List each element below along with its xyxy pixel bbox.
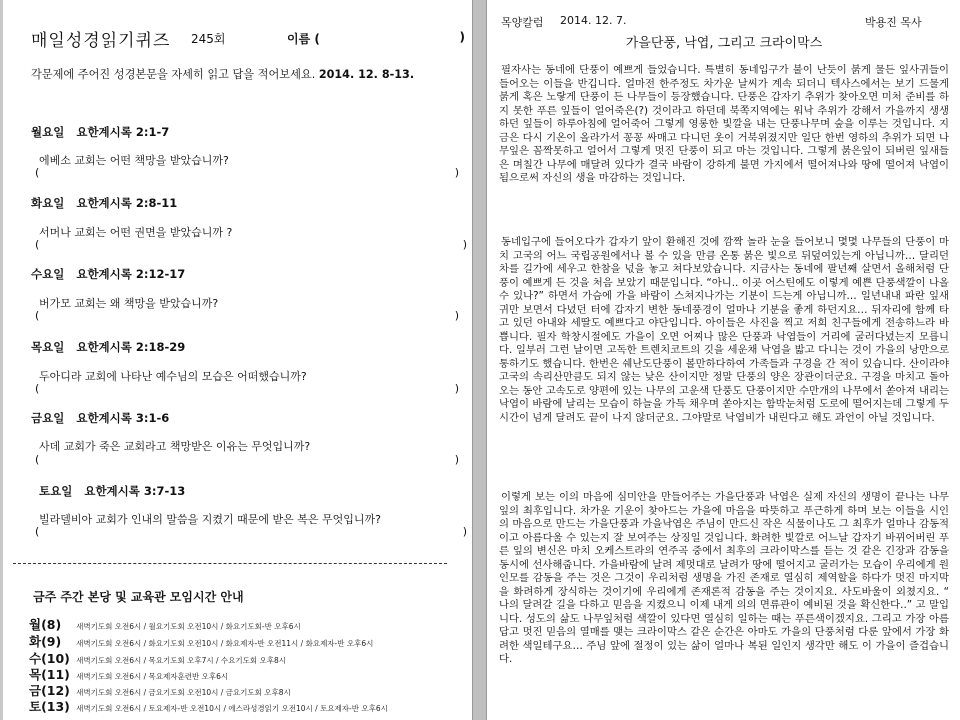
close-paren: )	[454, 382, 459, 395]
day-heading-monday	[31, 124, 169, 140]
open-paren: (	[35, 166, 40, 179]
schedule-title: 금주 주간 본당 및 교육관 모임시간 안내	[33, 590, 244, 604]
schedule-row	[29, 664, 228, 681]
question-thursday: 두아디라 교회에 나타난 예수님의 모습은 어떠했습니까?	[39, 370, 307, 383]
question-saturday: 빌라델비아 교회가 인내의 말씀을 지켰기 때문에 받은 복은 무엇입니까?	[39, 513, 381, 526]
column-title: 가을단풍, 낙엽, 그리고 크라이막스	[625, 36, 823, 51]
day-label: 토요일	[39, 484, 73, 498]
schedule-items: 새벽기도회 오전6시 / 월요기도회 오전10시 / 화요기도회-반 오후6시	[76, 622, 301, 631]
question-monday: 에베소 교회는 어떤 책망을 받았습니까?	[39, 154, 229, 167]
quiz-date-range: 2014. 12. 8-13.	[318, 68, 415, 81]
quiz-title: 매일성경읽기퀴즈	[31, 31, 171, 51]
quiz-issue-number: 245회	[191, 32, 226, 46]
answer-field-tuesday[interactable]	[35, 238, 467, 252]
schedule-day: 목(11)	[29, 667, 70, 682]
close-paren: )	[454, 453, 459, 466]
column-page	[486, 0, 960, 720]
page-gutter	[473, 0, 486, 720]
schedule-row	[29, 631, 373, 648]
day-passage: 요한계시록 2:12-17	[76, 267, 186, 281]
section-divider	[13, 563, 447, 564]
open-paren: (	[35, 453, 40, 466]
answer-field-monday[interactable]	[35, 166, 459, 180]
schedule-row	[29, 648, 286, 665]
day-passage: 요한계시록 2:18-29	[76, 340, 186, 354]
day-heading-friday	[31, 410, 169, 426]
day-label: 화요일	[31, 196, 65, 210]
schedule-items: 새벽기도회 오전6시 / 토요제자-반 오전10시 / 에스라성경읽기 오전10시 / 토요제자-반 오후6시	[76, 704, 388, 713]
schedule-day: 월(8)	[29, 617, 62, 632]
column-date: 2014. 12. 7.	[560, 14, 627, 27]
day-label: 수요일	[31, 267, 65, 281]
schedule-items: 새벽기도회 오전6시 / 목요제자훈련반 오후6시	[76, 672, 229, 681]
answer-field-friday[interactable]	[35, 453, 459, 467]
name-label: 이름 (	[287, 32, 320, 46]
close-paren: )	[462, 525, 467, 538]
question-tuesday: 서머나 교회는 어떤 권면을 받았습니까 ?	[39, 226, 233, 239]
day-passage: 요한계시록 3:7-13	[84, 484, 186, 498]
column-paragraph: 필자사는 동네에 단풍이 예쁘게 들었습니다. 특별히 동네입구가 불이 난듯이 붉게 물든 잎사귀들이 들어오는 이들을 반깁니다. 얼마전 한주정도 차가운 날씨가 계속 되더니 텍사스에서는 보기 드물게 붉게 혹은 노랗게 단풍이 든 나무들이 등장했습니다. 단풍은 갑자기 추위가 찾아오면 미처 준비를 하지 못한 푸른 잎들이 얼어죽은(?) 것이라고 하던데 북쪽지역에는 워낙 추위가 강해서 가을까지 생생하던 잎들이 하루아침에 얼어죽어 그렇게 영롱한 빛깔을 내는 단풍나무며 숲을 이루는 것입니다. 지금은 다시 기온이 올라가서 꽁꽁 싸매고 다니던 옷이 거북위졌지만 일단 한번 영하의 추위가 되면 나무잎은 꼼짝못하고 얼어서 그렇게 멋진 단풍이 되고 마는 것입니다. 그렇게 붉은잎이 되버린 잎새들은 며칠간 나무에 매달려 있다가 결국 바람이 강하게 불면 가지에서 떨어져나와 땅에 떨어져 낙엽이 됨으로써 자신의 생을 마감하는 것입니다.	[499, 64, 949, 184]
schedule-day: 토(13)	[29, 699, 70, 714]
schedule-items: 새벽기도회 오전6시 / 금요기도회 오전10시 / 금요기도회 오후8시	[76, 688, 291, 697]
quiz-page	[3, 0, 473, 720]
day-passage: 요한계시록 3:1-6	[76, 411, 170, 425]
schedule-items: 새벽기도회 오전6시 / 목요기도회 오후7시 / 수요기도회 오후8시	[76, 656, 287, 665]
day-passage: 요한계시록 2:1-7	[76, 125, 170, 139]
name-close-paren: )	[459, 30, 465, 44]
open-paren: (	[35, 382, 40, 395]
schedule-row	[29, 696, 388, 713]
open-paren: (	[35, 238, 40, 251]
question-wednesday: 버가모 교회는 왜 책망을 받았습니까?	[39, 297, 219, 310]
name-field[interactable]	[287, 30, 465, 47]
schedule-items: 새벽기도회 오전6시 / 화요기도회 오전10시 / 화요제자-반 오전11시 / 화요제자-반 오후6시	[76, 639, 374, 648]
schedule-row	[29, 614, 301, 631]
day-label: 금요일	[31, 411, 65, 425]
day-label: 목요일	[31, 340, 65, 354]
day-heading-wednesday	[31, 266, 185, 282]
answer-field-thursday[interactable]	[35, 382, 459, 396]
quiz-instructions	[31, 66, 414, 82]
day-passage: 요한계시록 2:8-11	[76, 196, 178, 210]
day-heading-tuesday	[31, 195, 177, 211]
close-paren: )	[462, 238, 467, 251]
close-paren: )	[454, 309, 459, 322]
open-paren: (	[35, 309, 40, 322]
column-paragraph: 동네입구에 들어오다가 갑자기 앞이 환해진 것에 깜짝 놀라 눈을 들어보니 몇몇 나무들의 단풍이 마치 고국의 어느 국립공원에서나 볼 수 있을 만큼 온통 붉은 빛으로 뒤덮여있는게 아닙니까… 달리던 차를 길가에 세우고 한참을 넋을 놓고 쳐다보았습니다. 지금사는 동네에 팔년째 살면서 올해처럼 단풍이 예쁘게 든 것을 처음 보았기 때문입니다. “아니.. 이곳 어스틴에도 이렇게 예쁜 단풍색깔이 나올 수 있나?” 하면서 가슴에 가을 바람이 스쳐지나가는 기분이 드는게 아닙니까… 일년내내 파란 잎새귀만 보면서 다녔던 터에 갑자기 변한 동네풍경이 얼마나 기분을 좋게 하던지요… 뒤자리에 함께 타고 있던 아내와 세딸도 예쁘다고 야단입니다. 아이들은 사진을 찍고 저희 친구들에게 전송하느라 바쁩니다. 필자 학창시절에도 가을이 오면 어찌나 많은 단풍과 낙엽들이 거리에 굴러다녔는지 모릅니다. 일부러 그런 날이면 고독한 트렌치코트의 깃을 세운채 낙엽을 밟고 다니는 것이 가을의 낭만으로 통하기도 했습니다. 한번은 쉐난도단풍이 볼만하다하여 가족들과 구경을 간 적이 있습니다. 산이라야 고국의 속리산만큼도 되지 않는 낮은 산이지만 정말 단풍의 양은 장관이더군요. 구경을 마치고 돌아오는 동안 고속도로 양편에 있는 나무의 고운색 단풍도 단풍이지만 수만개의 나무에서 쏟아져 내리는 낙엽이 바람에 날리는 모습이 하늘을 가득 채우며 쏟아지는 함박눈처럼 도로에 떨어지는데 그렇게 두시간이 넘게 달려도 끝이 나지 않더군요. 그야말로 낙엽비가 내린다고 해도 과언이 아닐 것입니다.	[499, 236, 949, 424]
schedule-row	[29, 680, 291, 697]
answer-field-wednesday[interactable]	[35, 309, 459, 323]
day-label: 월요일	[31, 125, 65, 139]
open-paren: (	[35, 525, 40, 538]
answer-field-saturday[interactable]	[35, 525, 467, 539]
column-label: 목양칼럼	[501, 16, 544, 29]
question-friday: 사데 교회가 죽은 교회라고 책망받은 이유는 무엇입니까?	[39, 440, 311, 453]
schedule-day: 금(12)	[29, 683, 70, 698]
column-paragraph: 이렇게 보는 이의 마음에 심미안을 만들어주는 가을단풍과 낙엽은 실제 자신의 생명이 끝나는 나무잎의 최후입니다. 차가운 기운이 찾아드는 가을에 마음을 따뜻하고 푸근하게 하며 보는 이들을 시인의 마음으로 만드는 가을단풍과 가을낙엽은 주님이 만드신 작은 식물이나도 그 최후가 얼마나 감동적이고 아름다울 수 있는지 잘 보여주는 상징일 것입니다. 화려한 빛깔로 어느날 갑자기 바뀌어버린 푸른 잎의 변신은 마치 오케스트라의 연주곡 중에서 최후의 크라이막스를 듣는 것 같은 긴장과 감동을 동시에 선사해줍니다. 가을바람에 날려 제멋대로 날려가 땅에 떨어지고 굴러가는 모습이 우리에게 원인모를 감동을 주는 것은 그것이 우리처럼 생명을 가진 존재로 열심히 제역할을 하다가 멋진 마지막을 화려하게 장식하는 것이기에 우리에게 존재론적 감동을 주는 것이지요. 사도바울이 외쳤지요. “ 나의 달려갈 길을 다하고 믿음을 지켰으니 이제 내게 의의 면류관이 예비된 것을 확신한다..” 고 말입니다. 성도의 삶도 나무잎처럼 색깔이 있다면 열심히 일하는 때는 푸른색이겠지요. 그리고 가장 아름답고 멋진 믿음의 열매를 맺는 크라이막스 같은 순간은 아마도 가을의 단풍처럼 다룬 앞에서 가장 화려한 색일테구요… 주님 앞에 절정이 있는 삶이 얼마나 복된 일인지 생각만 해도 이 가을이 즐겁습니다.	[499, 491, 949, 665]
day-heading-thursday	[31, 339, 185, 355]
column-author: 박용진 목사	[865, 16, 922, 29]
instructions-text: 각문제에 주어진 성경본문을 자세히 읽고 답을 적어보세요.	[31, 68, 316, 81]
schedule-day: 화(9)	[29, 634, 62, 649]
close-paren: )	[454, 166, 459, 179]
schedule-day: 수(10)	[29, 651, 70, 666]
day-heading-saturday	[39, 483, 185, 499]
